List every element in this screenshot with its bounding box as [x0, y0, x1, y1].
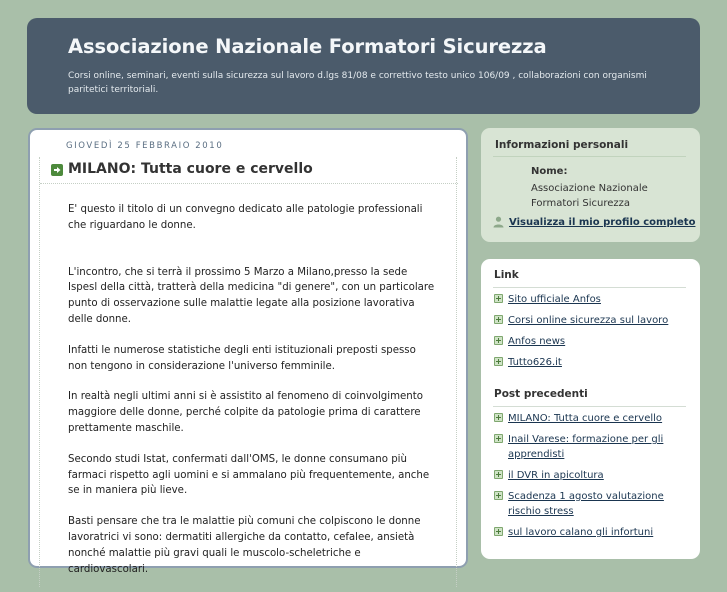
previous-post-link[interactable]: MILANO: Tutta cuore e cervello: [494, 411, 684, 426]
blog-header: [27, 18, 700, 114]
blog-description: Corsi online, seminari, eventi sulla sicurezza sul lavoro d.lgs 81/08 e correttivo testo unico 106/09 , collaborazioni con organismi paritetici territoriali.: [68, 71, 647, 95]
sidebar-link-tutto626[interactable]: Tutto626.it: [494, 355, 684, 370]
plus-square-icon: [494, 294, 503, 303]
sidebar-link-corsi-online[interactable]: Corsi online sicurezza sul lavoro: [494, 313, 684, 328]
post-paragraph: E' questo il titolo di un convegno dedicato alle patologie professionali che riguardano le donne.: [68, 204, 423, 231]
previous-posts-list: [494, 411, 684, 540]
post-paragraph: L'incontro, che si terrà il prossimo 5 Marzo a Milano,presso la sede Ispesl della città, tratterà della medicina "di genere", con un particolare punto di osservazione sulle malattie legate alla posizione lavorativa delle donne.: [68, 266, 435, 325]
profile-header: Informazioni personali: [495, 139, 629, 151]
sidebar-link-anfos[interactable]: Sito ufficiale Anfos: [494, 292, 684, 307]
plus-square-icon: [494, 527, 503, 536]
plus-square-icon: [494, 336, 503, 345]
person-icon: [493, 216, 504, 228]
arrow-right-icon: [51, 164, 63, 176]
post-date: GIOVEDÌ 25 FEBBRAIO 2010: [66, 141, 224, 151]
post-title-row: [40, 157, 458, 184]
profile-widget: [481, 128, 700, 242]
divider: [493, 287, 686, 288]
post-paragraph: In realtà negli ultimi anni si è assistito al fenomeno di coinvolgimento maggiore delle donne, perché colpite da patologie prima di carattere prettamente maschile.: [68, 391, 423, 434]
post-body: [68, 202, 438, 592]
blog-title[interactable]: Associazione Nazionale Formatori Sicurezza: [68, 35, 547, 58]
post-paragraph: Infatti le numerose statistiche degli enti istituzionali preposti spesso non tengono in considerazione l'universo femminile.: [68, 344, 416, 372]
profile-name-label: Nome:: [531, 166, 568, 177]
profile-name-value: Associazione Nazionale Formatori Sicurezza: [531, 183, 648, 209]
plus-square-icon: [494, 434, 503, 443]
post-title[interactable]: MILANO: Tutta cuore e cervello: [68, 161, 313, 177]
previous-posts-header: Post precedenti: [494, 388, 588, 400]
links-list: [494, 292, 684, 370]
plus-square-icon: [494, 357, 503, 366]
plus-square-icon: [494, 315, 503, 324]
plus-square-icon: [494, 491, 503, 500]
previous-post-link[interactable]: sul lavoro calano gli infortuni: [494, 525, 684, 540]
links-header: Link: [494, 269, 519, 281]
post-paragraph: Secondo studi Istat, confermati dall'OMS, le donne consumano più farmaci rispetto agli uomini e si ammalano più frequentemente, anche se in maniera più lieve.: [68, 453, 430, 497]
post-paragraph: Basti pensare che tra le malattie più comuni che colpiscono le donne lavoratrici vi sono: dermatiti allergiche da contatto, cefalee, ansietà nonché malattie più gravi quali le muscolo-scheletriche e cardiovascolari.: [68, 516, 421, 575]
view-profile-link[interactable]: Visualizza il mio profilo completo: [509, 217, 696, 228]
post-container: [39, 157, 457, 587]
previous-post-link[interactable]: Scadenza 1 agosto valutazione rischio stress: [494, 489, 684, 519]
plus-square-icon: [494, 413, 503, 422]
divider: [493, 406, 686, 407]
previous-post-link[interactable]: il DVR in apicoltura: [494, 468, 684, 483]
main-post-column: [28, 128, 468, 575]
sidebar-links-widget: [481, 259, 700, 559]
previous-post-link[interactable]: Inail Varese: formazione per gli apprendisti: [494, 432, 684, 462]
plus-square-icon: [494, 470, 503, 479]
divider: [493, 156, 686, 157]
sidebar-link-anfos-news[interactable]: Anfos news: [494, 334, 684, 349]
